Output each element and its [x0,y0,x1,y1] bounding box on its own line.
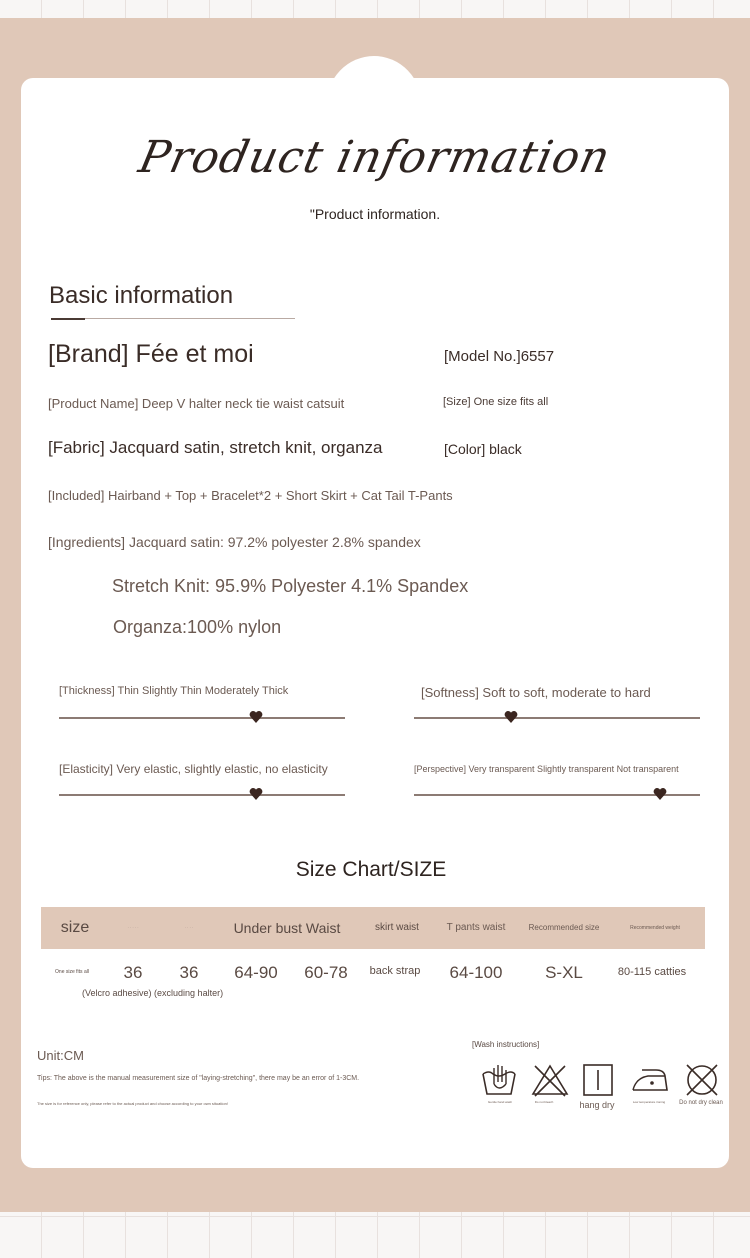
wash-caption-hand-wash: Gentle hand wash [487,1100,513,1104]
wash-caption-no-bleach: Do not bleach [534,1100,554,1104]
reference-note: The size is for reference only, please refer to the actual product and choose according to your own situation! [37,1101,228,1106]
fabric: [Fabric] Jacquard satin, stretch knit, organza [48,438,383,457]
section-divider-accent [51,318,85,320]
row-waist: 60-78 [304,963,348,982]
size-chart-header [41,907,705,949]
iron-low-icon [630,1062,670,1098]
slider-track-elasticity [59,794,345,796]
header-recommended-weight: Recommended weight [630,925,680,931]
slider-label-perspective: [Perspective] Very transparent Slightly transparent Not transparent [414,764,679,774]
script-title: Product information [134,132,616,183]
organza: Organza:100% nylon [113,617,282,637]
hang-dry-icon [578,1062,618,1098]
included-items: [Included] Hairband + Top + Bracelet*2 + Short Skirt + Cat Tail T-Pants [48,488,453,503]
header-skirt-waist: skirt waist [375,922,419,933]
header-unlabeled-2: · · · · [184,925,194,930]
header-size: size [60,919,90,936]
slider-label-elasticity: [Elasticity] Very elastic, slightly elastic, no elasticity [59,762,328,776]
section-heading-basic: Basic information [49,282,234,309]
header-under-bust-waist: Under bust Waist [233,920,341,936]
heart-marker-softness [504,710,518,724]
row-recommended-weight: 80-115 catties [617,966,687,978]
wash-caption-iron-low: Low temperature ironing [632,1100,666,1104]
bottom-grid-pattern [0,1212,750,1258]
size-info: [Size] One size fits all [443,396,549,408]
slider-track-softness [414,717,700,719]
row-skirt-waist: back strap [369,965,421,977]
unit-label: Unit:CM [37,1048,84,1063]
size-chart-title: Size Chart/SIZE [295,858,447,881]
stretch-knit: Stretch Knit: 95.9% Polyester 4.1% Spandex [112,576,469,596]
top-grid-pattern [0,0,750,18]
ingredients: [Ingredients] Jacquard satin: 97.2% polyester 2.8% spandex [48,534,421,550]
color-info: [Color] black [444,441,522,457]
subtitle: "Product information. [309,206,441,222]
row-size: One size fits all [55,969,89,975]
row-value-1: 36 [123,963,143,982]
model-number: [Model No.]6557 [444,348,555,365]
brand: [Brand] Fée et moi [48,340,254,368]
slider-label-thickness: [Thickness] Thin Slightly Thin Moderately Thick [59,685,289,697]
wash-caption-hang-dry: hang dry [579,1100,615,1110]
header-t-pants-waist: T pants waist [446,922,506,933]
section-divider [51,318,295,319]
row-under-bust: 64-90 [234,963,278,982]
row-recommended-size: S-XL [545,963,583,982]
row-value-2: 36 [179,963,199,982]
wash-heading: [Wash instructions] [472,1040,540,1049]
heart-marker-elasticity [249,787,263,801]
measurement-tips: Tips: The above is the manual measurement size of "laying-stretching", there may be an error of 1-3CM. [37,1075,360,1082]
row-t-pants-waist: 64-100 [449,963,503,982]
no-bleach-icon [530,1062,570,1098]
heart-marker-thickness [249,710,263,724]
wash-caption-no-dry-clean: Do not dry clean [679,1100,723,1106]
header-recommended-size: Recommended size [528,923,600,932]
header-unlabeled-1: · · · · · [127,925,139,930]
no-dry-clean-icon [682,1062,722,1098]
heart-marker-perspective [653,787,667,801]
slider-label-softness: [Softness] Soft to soft, moderate to hard [421,685,651,700]
product-name: [Product Name] Deep V halter neck tie waist catsuit [48,396,345,411]
size-chart-note: (Velcro adhesive) (excluding halter) [82,988,224,998]
hand-wash-icon [479,1062,519,1098]
slider-track-thickness [59,717,345,719]
